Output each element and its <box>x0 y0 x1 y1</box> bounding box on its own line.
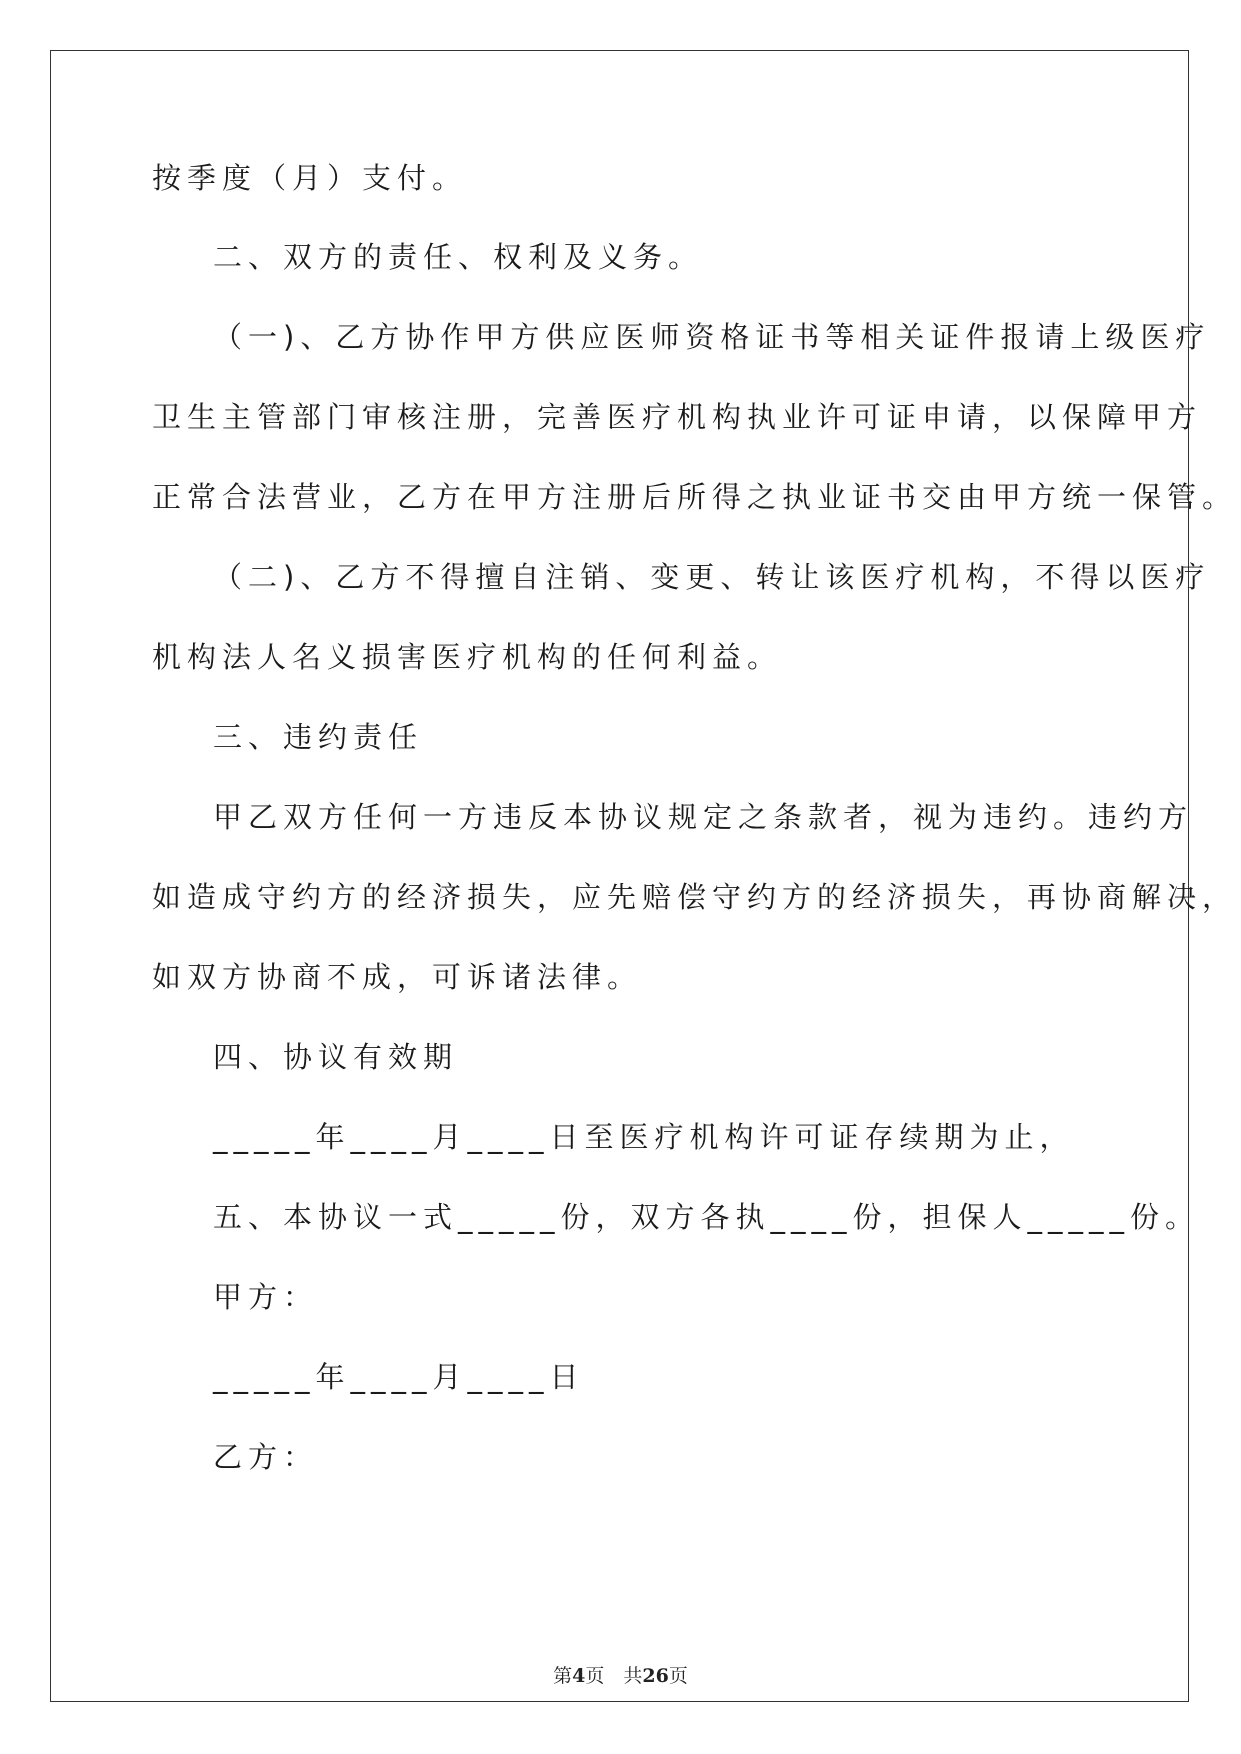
party-b-label: 乙方： <box>213 1440 319 1474</box>
text-line: 五、本协议一式_____份，双方各执____份，担保人_____份。 <box>213 1200 1201 1234</box>
text-line: 正常合法营业，乙方在甲方注册后所得之执业证书交由甲方统一保管。 <box>152 480 1238 514</box>
text-line: 按季度（月）支付。 <box>152 161 468 195</box>
text-line: 机构法人名义损害医疗机构的任何利益。 <box>152 640 783 674</box>
section-heading: 二、双方的责任、权利及义务。 <box>213 240 704 274</box>
current-page-number: 4 <box>572 1665 586 1687</box>
footer-mid: 页 共 <box>585 1665 643 1687</box>
text-line: _____年____月____日至医疗机构许可证存续期为止， <box>213 1120 1075 1154</box>
text-line: （一)、乙方协作甲方供应医师资格证书等相关证件报请上级医疗 <box>213 320 1211 354</box>
date-line: _____年____月____日 <box>213 1360 585 1394</box>
party-a-label: 甲方： <box>213 1280 319 1314</box>
text-line: （二)、乙方不得擅自注销、变更、转让该医疗机构，不得以医疗 <box>213 560 1211 594</box>
text-line: 卫生主管部门审核注册，完善医疗机构执业许可证申请，以保障甲方 <box>152 400 1203 434</box>
section-heading: 三、违约责任 <box>213 720 424 754</box>
total-page-number: 26 <box>642 1665 669 1687</box>
text-line: 甲乙双方任何一方违反本协议规定之条款者，视为违约。违约方 <box>213 800 1194 834</box>
text-line: 如造成守约方的经济损失，应先赔偿守约方的经济损失，再协商解决， <box>152 880 1238 914</box>
text-line: 如双方协商不成，可诉诸法律。 <box>152 960 643 994</box>
page-number-footer <box>0 1664 1241 1688</box>
section-heading: 四、协议有效期 <box>213 1040 459 1074</box>
footer-suffix: 页 <box>668 1665 688 1687</box>
footer-prefix: 第 <box>553 1665 573 1687</box>
